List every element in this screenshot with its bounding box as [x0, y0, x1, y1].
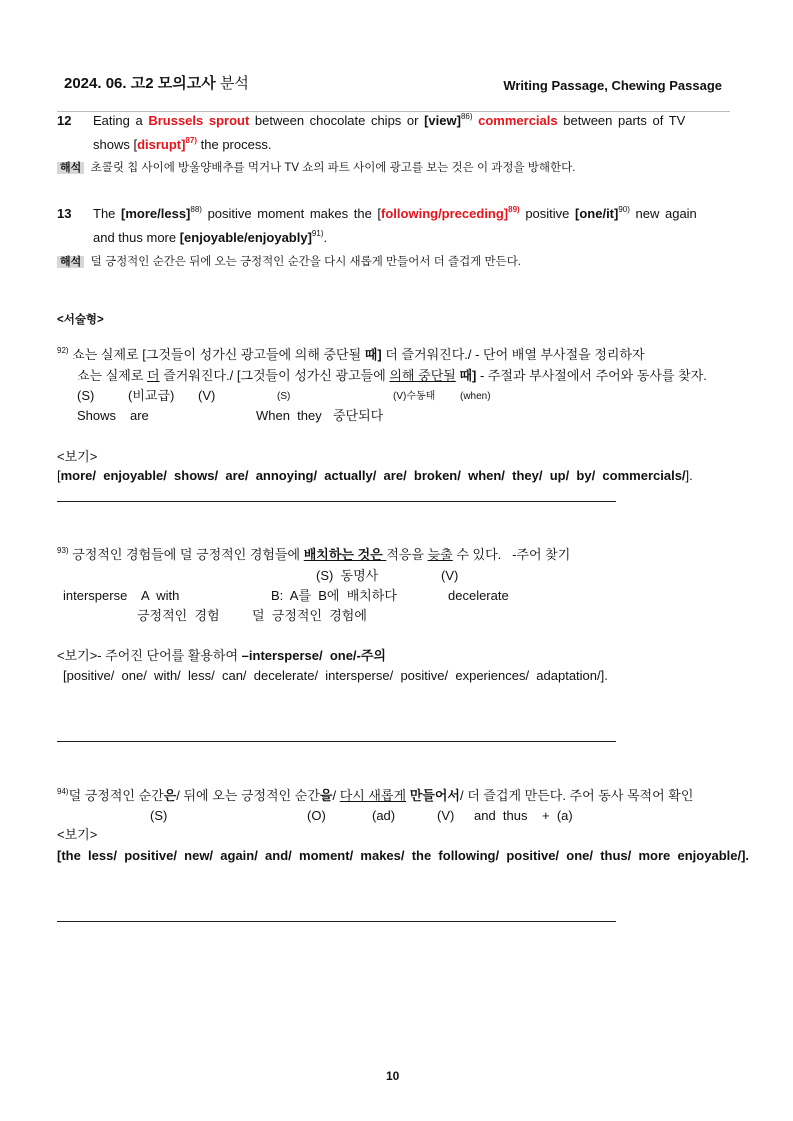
- t: 은: [163, 788, 177, 803]
- q93-line1: [57, 547, 570, 563]
- footnote: 94): [57, 787, 69, 796]
- grammar-mark: (when): [460, 391, 491, 402]
- t: The: [93, 206, 122, 221]
- q13-translation: [57, 254, 521, 270]
- answer-line[interactable]: [57, 501, 616, 502]
- t: more/ enjoyable/ shows/ are/ annoying/ actually/ are/ broken/ when/ they/ up/ by/ commercials/: [60, 468, 686, 483]
- grammar-mark: (ad): [372, 808, 396, 823]
- grammar-mark: (S): [77, 388, 95, 403]
- section-heading: <서술형>: [57, 314, 104, 326]
- footnote: 91): [311, 229, 324, 238]
- grammar-mark: and thus: [474, 808, 528, 823]
- translation-tag: 해석: [57, 162, 84, 174]
- footnote: 88): [190, 205, 202, 214]
- q94-choices: [the less/ positive/ new/ again/ and/ moment/ makes/ the following/ positive/ one/ thus/ more enjoyable/].: [57, 848, 750, 863]
- t: 만들어서: [409, 788, 460, 803]
- grammar-mark: (V): [198, 388, 216, 403]
- q13-line2: [93, 230, 327, 246]
- word: 중단되다: [333, 408, 384, 423]
- word: B: A를 B에 배치하다: [271, 588, 397, 603]
- t: .: [323, 230, 328, 245]
- t: [: [57, 468, 61, 483]
- t: –intersperse/ one/-주의: [241, 648, 386, 663]
- t: between chocolate chips or: [249, 113, 425, 128]
- q92-choices: [57, 468, 693, 484]
- q12-line2: [93, 137, 271, 153]
- grammar-mark: + (a): [542, 808, 573, 823]
- t: 을: [319, 788, 333, 803]
- t: 적응을: [386, 547, 428, 562]
- t: disrupt]: [137, 137, 186, 152]
- t: 더 즐거워진다./ - 단어 배열 부사절을 정리하자: [381, 347, 645, 362]
- q13-number: 13: [57, 206, 72, 221]
- t: 덜 긍정적인 순간: [68, 788, 164, 803]
- t: / 더 즐겁게 만든다. 주어 동사 목적어 확인: [459, 788, 694, 803]
- t: [view]: [424, 113, 461, 128]
- t: positive: [519, 206, 576, 221]
- word: decelerate: [448, 588, 509, 603]
- word: are: [130, 408, 149, 423]
- footnote: 89): [508, 205, 520, 214]
- t: Brussels sprout: [148, 113, 250, 128]
- t: following/preceding]: [381, 206, 509, 221]
- grammar-mark: (비교급): [128, 388, 175, 403]
- t: 배치하는 것은: [303, 547, 387, 562]
- word: 긍정적인 경험: [137, 608, 220, 623]
- t: new again: [629, 206, 697, 221]
- answer-line[interactable]: [57, 741, 616, 742]
- t: Eating a: [93, 113, 149, 128]
- t: 긍정적인 경험들에 덜 긍정적인 경험들에: [68, 547, 304, 562]
- translation-tag: 해석: [57, 256, 84, 268]
- grammar-mark: (S): [277, 391, 291, 402]
- q12-line1: [93, 113, 685, 129]
- t: 즐거워진다./ [그것들이 성가신 광고들에: [159, 368, 390, 383]
- word: intersperse A with: [63, 588, 180, 603]
- q93-box-label: [57, 648, 386, 664]
- t: [enjoyable/enjoyably]: [179, 230, 312, 245]
- grammar-mark: (S) 동명사: [316, 568, 379, 583]
- t: shows [: [93, 137, 138, 152]
- t: 때]: [459, 368, 477, 383]
- t: 때]: [364, 347, 382, 362]
- header-right: Writing Passage, Chewing Passage: [503, 78, 722, 93]
- grammar-mark: (S): [150, 808, 168, 823]
- t: /: [332, 788, 340, 803]
- t: <보기>- 주어진 단어를 활용하여: [57, 648, 242, 663]
- grammar-mark: (O): [307, 808, 326, 823]
- t: 다시 새롭게: [339, 788, 407, 803]
- q94-box-label: <보기>: [57, 827, 98, 842]
- t: 초콜릿 칩 사이에 방울양배추를 먹거나 TV 쇼의 파트 사이에 광고를 보는 것은 이 과정을 방해한다.: [90, 162, 576, 174]
- footnote: 86): [460, 112, 473, 121]
- t: commercials: [478, 113, 558, 128]
- t: 쇼는 실제로 [그것들이 성가신 광고들에 의해 중단될: [68, 347, 365, 362]
- t: 더: [147, 368, 160, 383]
- header-rule: [57, 111, 730, 112]
- q93-choices: [positive/ one/ with/ less/ can/ decelerate/ intersperse/ positive/ experiences/ adaptation/].: [63, 668, 608, 683]
- q92-line1: [57, 347, 645, 363]
- title-suffix: 분석: [219, 75, 249, 92]
- footnote: 87): [185, 136, 198, 145]
- answer-line[interactable]: [57, 921, 616, 922]
- title-text: 2024. 06. 고2 모의고사: [64, 75, 216, 92]
- word: Shows: [77, 408, 117, 423]
- page-number: 10: [386, 1069, 400, 1083]
- t: between parts of TV: [557, 113, 686, 128]
- t: 의해 중단될: [389, 368, 456, 383]
- t: 늦출: [427, 547, 453, 562]
- t: 수 있다. -주어 찾기: [452, 547, 571, 562]
- word: 덜 긍정적인 경험에: [252, 608, 367, 623]
- grammar-mark: (V)수동태: [393, 391, 436, 402]
- q94-line1: [57, 788, 693, 804]
- t: [more/less]: [121, 206, 191, 221]
- q92-box-label: <보기>: [57, 449, 98, 464]
- t: [one/it]: [575, 206, 619, 221]
- grammar-mark: (V): [437, 808, 455, 823]
- footnote: 92): [57, 346, 69, 355]
- grammar-mark: (V): [441, 568, 459, 583]
- q12-translation: [57, 160, 575, 176]
- t: ].: [685, 468, 693, 483]
- q12-number: 12: [57, 113, 72, 128]
- t: and thus more: [93, 230, 180, 245]
- word: When they: [256, 408, 322, 423]
- footnote: 93): [57, 546, 69, 555]
- page-title: [64, 76, 249, 92]
- footnote: 90): [618, 205, 630, 214]
- t: the process.: [197, 137, 272, 152]
- t: - 주절과 부사절에서 주어와 동사를 찾자.: [476, 368, 707, 383]
- t: 덜 긍정적인 순간은 뒤에 오는 긍정적인 순간을 다시 새롭게 만들어서 더 즐겁게 만든다.: [90, 256, 522, 268]
- q92-line2: [77, 368, 707, 384]
- t: positive moment makes the [: [201, 206, 382, 221]
- t: / 뒤에 오는 긍정적인 순간: [176, 788, 320, 803]
- q13-line1: [93, 206, 697, 222]
- t: 쇼는 실제로: [77, 368, 148, 383]
